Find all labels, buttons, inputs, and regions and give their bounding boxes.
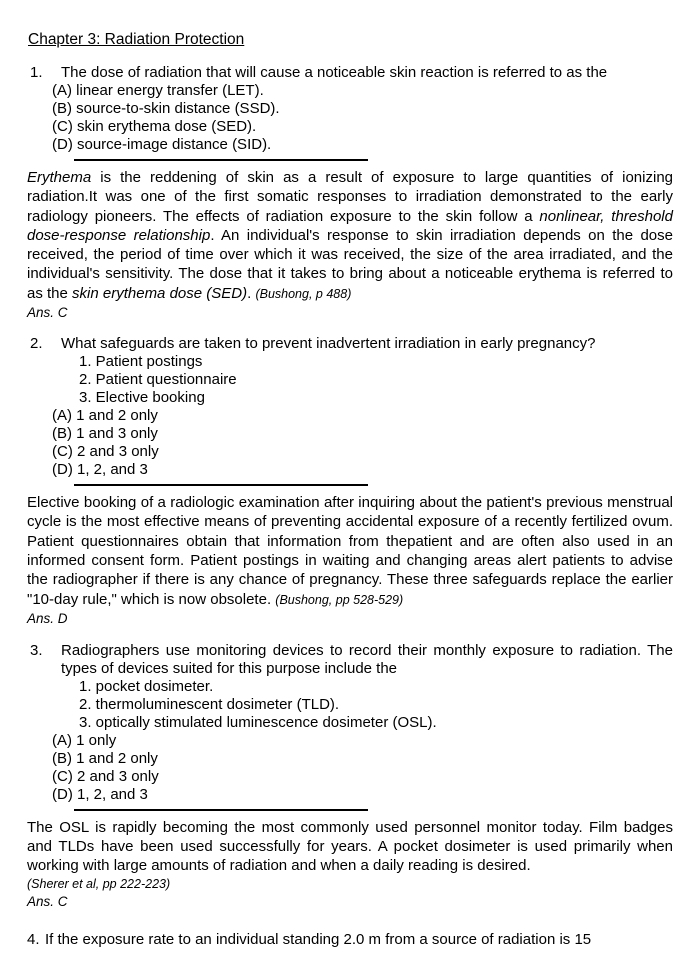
answer-option-b: (B) 1 and 3 only bbox=[52, 425, 158, 443]
question-1 bbox=[27, 64, 673, 154]
answer-option-c: (C) 2 and 3 only bbox=[52, 443, 159, 461]
question-number: 1. bbox=[30, 64, 43, 81]
question-number: 4. bbox=[27, 930, 40, 948]
italic-term: skin erythema dose (SED) bbox=[72, 284, 248, 302]
subitem-2: 2. Patient questionnaire bbox=[79, 371, 237, 389]
question-text: The dose of radiation that will cause a noticeable skin reaction is referred to as the bbox=[61, 64, 608, 81]
explanation-text: . bbox=[247, 284, 256, 302]
explanation-text: is the reddening of skin as a result of exposure to large quantities of ionizing radiation.It was one of the first somatic responses to irradiation demonstrated to the early radiology pioneers. The effects of radiation exposure to the skin follow a bbox=[27, 169, 673, 225]
citation: (Bushong, p 488) bbox=[255, 286, 352, 301]
answer-option-d: (D) source-image distance (SID). bbox=[52, 136, 272, 153]
question-separator bbox=[74, 809, 368, 811]
citation: (Sherer et al, pp 222-223) bbox=[27, 876, 171, 891]
question-4 bbox=[27, 931, 673, 949]
italic-term: Erythema bbox=[27, 169, 92, 186]
answer-option-a: (A) 1 only bbox=[52, 731, 117, 749]
question-number: 2. bbox=[30, 335, 43, 353]
explanation-paragraph-1 bbox=[27, 168, 673, 304]
answer-option-b: (B) source-to-skin distance (SSD). bbox=[52, 100, 280, 117]
answer-line-3: Ans. C bbox=[27, 893, 68, 909]
question-2 bbox=[27, 335, 673, 479]
answer-options bbox=[52, 407, 673, 479]
chapter-title: Chapter 3: Radiation Protection bbox=[28, 31, 245, 48]
answer-option-d: (D) 1, 2, and 3 bbox=[52, 461, 148, 479]
explanation-paragraph-2 bbox=[27, 493, 673, 610]
answer-option-c: (C) 2 and 3 only bbox=[52, 767, 159, 785]
explanation-text: Elective booking of a radiologic examination after inquiring about the patient's previous menstrual cycle is the most effective means of preventing accidental exposure of a recently fertilized ovum. Patient questionnaires obtain that information from thepatient and are often also used in an informed consent form. Patient postings in waiting and changing areas alert patients to advise the radiographer if there is any chance of pregnancy. These three safeguards replace the earlier "10-day rule," which is now obsolete. bbox=[27, 494, 673, 608]
explanation-text: . An individual's response to skin irradiation depends on the dose received, the period of time over which it was received, the size of the area irradiated, and the individual's sensitivity. The dose that it takes to bring about a noticeable erythema is referred to as the bbox=[27, 226, 673, 302]
subitem-3: 3. optically stimulated luminescence dosimeter (OSL). bbox=[79, 713, 437, 731]
question-separator bbox=[74, 159, 368, 161]
question-number: 3. bbox=[30, 641, 43, 659]
answer-option-c: (C) skin erythema dose (SED). bbox=[52, 118, 257, 135]
question-text: Radiographers use monitoring devices to record their monthly exposure to radiation. The types of devices suited for this purpose include the bbox=[61, 641, 673, 677]
question-3 bbox=[27, 642, 673, 804]
explanation-text: The OSL is rapidly becoming the most commonly used personnel monitor today. Film badges and TLDs have been used successfully for years. A pocket dosimeter is used primarily when working with large amounts of radiation and when a daily reading is desired. bbox=[27, 818, 673, 875]
answer-option-a: (A) linear energy transfer (LET). bbox=[52, 82, 264, 99]
question-subitems bbox=[79, 353, 673, 407]
subitem-2: 2. thermoluminescent dosimeter (TLD). bbox=[79, 695, 340, 713]
answer-options bbox=[52, 82, 673, 154]
question-text: What safeguards are taken to prevent inadvertent irradiation in early pregnancy? bbox=[61, 335, 596, 353]
citation: (Bushong, pp 528-529) bbox=[275, 592, 404, 607]
answer-line-1: Ans. C bbox=[27, 305, 68, 321]
explanation-paragraph-3 bbox=[27, 818, 673, 876]
answer-option-a: (A) 1 and 2 only bbox=[52, 407, 158, 425]
question-separator bbox=[74, 484, 368, 486]
subitem-3: 3. Elective booking bbox=[79, 389, 205, 407]
answer-option-b: (B) 1 and 2 only bbox=[52, 749, 158, 767]
subitem-1: 1. Patient postings bbox=[79, 353, 203, 371]
answer-line-2: Ans. D bbox=[27, 610, 68, 626]
italic-term: nonlinear, threshold dose-response relationship bbox=[27, 207, 673, 244]
answer-option-d: (D) 1, 2, and 3 bbox=[52, 785, 148, 803]
question-text: If the exposure rate to an individual standing 2.0 m from a source of radiation is 15 bbox=[45, 930, 592, 948]
answer-options bbox=[52, 732, 673, 804]
subitem-1: 1. pocket dosimeter. bbox=[79, 677, 214, 695]
question-subitems bbox=[79, 678, 673, 732]
